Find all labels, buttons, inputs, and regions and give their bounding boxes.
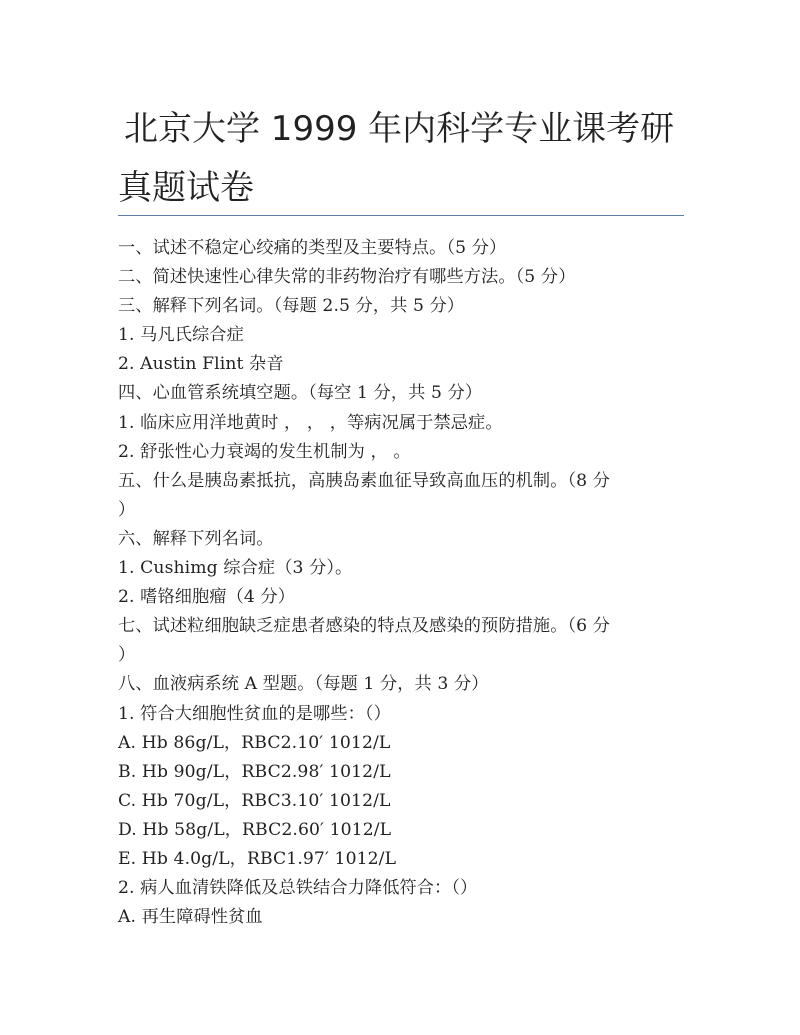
option-e: E. Hb 4.0g/L，RBC1.97′ 1012/L (118, 848, 397, 869)
question-4-item-1: 1. 临床应用洋地黄时 ， ， ，等病况属于禁忌症。 (118, 412, 503, 433)
option-b: B. Hb 90g/L，RBC2.98′ 1012/L (118, 761, 391, 782)
question-6: 六、解释下列名词。 (118, 528, 274, 549)
question-8-item-2: 2. 病人血清铁降低及总铁结合力降低符合：（） (118, 878, 478, 899)
option-c: C. Hb 70g/L，RBC3.10′ 1012/L (118, 790, 391, 811)
option-d: D. Hb 58g/L，RBC2.60′ 1012/L (118, 819, 392, 840)
title-divider (118, 215, 684, 216)
question-3-item-1: 1. 马凡氏综合症 (118, 325, 244, 346)
question-6-item-1: 1. Cushimg 综合症（3 分）。 (118, 558, 353, 579)
question-3: 三、解释下列名词。（每题 2.5 分，共 5 分） (118, 296, 465, 317)
question-4-item-2: 2. 舒张性心力衰竭的发生机制为 ， 。 (118, 441, 411, 462)
question-4: 四、心血管系统填空题。（每空 1 分，共 5 分） (118, 383, 483, 404)
question-3-item-2: 2. Austin Flint 杂音 (118, 354, 284, 375)
question-5-continued: ） (118, 499, 136, 520)
question-8: 八、血液病系统 A 型题。（每题 1 分，共 3 分） (118, 674, 489, 695)
question-6-item-2: 2. 嗜铬细胞瘤（4 分） (118, 587, 296, 608)
question-7: 七、试述粒细胞缺乏症患者感染的特点及感染的预防措施。（6 分 (118, 616, 611, 637)
question-2: 二、简述快速性心律失常的非药物治疗有哪些方法。（5 分） (118, 267, 576, 288)
title-line-2: 真题试卷 (118, 168, 254, 208)
exam-content (118, 234, 693, 932)
question-5: 五、什么是胰岛素抵抗，高胰岛素血征导致高血压的机制。（8 分 (118, 470, 611, 491)
question-8-item-1: 1. 符合大细胞性贫血的是哪些：（） (118, 703, 391, 724)
option-a: A. Hb 86g/L，RBC2.10′ 1012/L (118, 732, 391, 753)
question-7-continued: ） (118, 645, 136, 666)
question-1: 一、试述不稳定心绞痛的类型及主要特点。（5 分） (118, 238, 507, 258)
option-a-2: A. 再生障碍性贫血 (118, 907, 263, 928)
document-title (118, 100, 688, 218)
title-line-1: 北京大学 1999 年内科学专业课考研 (124, 109, 675, 149)
